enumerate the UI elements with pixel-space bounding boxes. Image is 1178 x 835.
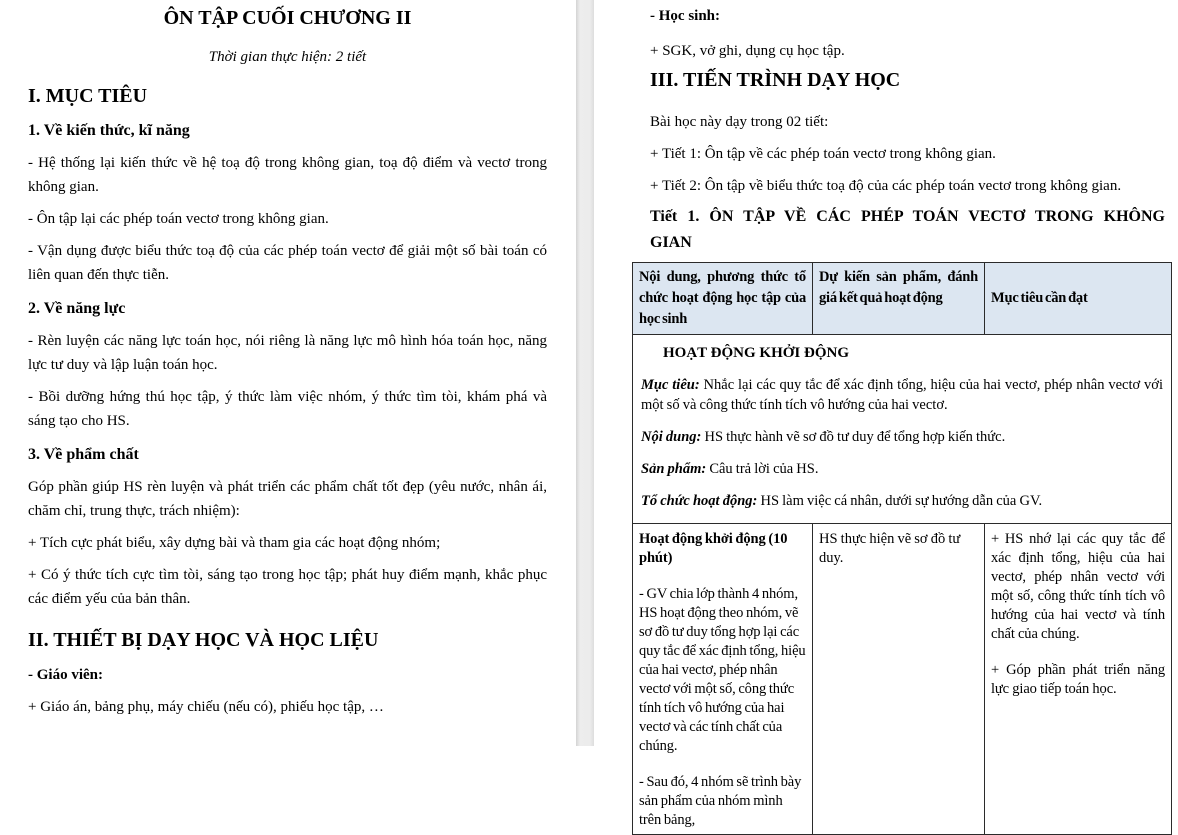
intro-item-to-chuc — [641, 491, 1163, 511]
paragraph: + Góp phần phát triển năng lực giao tiếp toán học. — [991, 662, 1165, 697]
activity-cell-noi-dung — [633, 524, 813, 835]
table-header-row — [633, 263, 1172, 335]
label-giao-vien: - Giáo viên: — [28, 667, 103, 683]
paragraph: + Có ý thức tích cực tìm tòi, sáng tạo trong học tập; phát huy điểm mạnh, khắc phục các điểm yếu của bản thân. — [28, 567, 547, 607]
activity-cell-muc-tieu — [985, 524, 1172, 835]
paragraph: - GV chia lớp thành 4 nhóm, HS hoạt động theo nhóm, vẽ sơ đồ tư duy tổng hợp lại các quy tắc để xác định tổng, hiệu của hai vectơ, phép nhân vectơ với một số, công thức tính tích vô hướng của hai vectơ và các tính chất của chúng. — [639, 586, 806, 754]
paragraph: + Giáo án, bảng phụ, máy chiếu (nếu có), phiếu học tập, … — [28, 699, 384, 715]
heading-muc-tieu: I. MỤC TIÊU — [28, 85, 148, 107]
intro-item-text: Câu trả lời của HS. — [706, 461, 819, 477]
paragraph: + Tiết 1: Ôn tập về các phép toán vectơ trong không gian. — [650, 146, 996, 162]
paragraph: Góp phần giúp HS rèn luyện và phát triển các phẩm chất tốt đẹp (yêu nước, nhân ái, chăm chỉ, trung thực, trách nhiệm): — [28, 479, 547, 519]
paragraph: - Sau đó, 4 nhóm sẽ trình bày sản phẩm của nhóm mình trên bảng, — [639, 774, 802, 828]
intro-item-label: Mục tiêu: — [641, 377, 700, 393]
intro-item-label: Sản phẩm: — [641, 461, 707, 477]
paragraph: - Bồi dưỡng hứng thú học tập, ý thức làm việc nhóm, ý thức tìm tòi, khám phá và sáng tạo cho HS. — [28, 389, 547, 429]
activity-cell-san-pham — [813, 524, 985, 835]
activity-name-heading: Hoạt động khởi động (10 phút) — [639, 531, 788, 566]
subheading-nang-luc: 2. Về năng lực — [28, 300, 126, 317]
left-page-content — [0, 0, 576, 719]
intro-item-label: Nội dung: — [641, 429, 702, 445]
header-cell-du-kien-san-pham: Dự kiến sản phẩm, đánh giá kết quả hoạt động — [813, 263, 985, 335]
activity-table — [632, 262, 1172, 835]
subheading-pham-chat: 3. Về phẩm chất — [28, 446, 139, 463]
intro-item-text: HS làm việc cá nhân, dưới sự hướng dẫn của GV. — [757, 493, 1043, 509]
paragraph: + Tiết 2: Ôn tập về biểu thức toạ độ của các phép toán vectơ trong không gian. — [650, 178, 1122, 194]
paragraph: HS thực hiện vẽ sơ đồ tư duy. — [819, 531, 961, 566]
intro-item-noi-dung — [641, 427, 1163, 447]
paragraph: - Vận dụng được biểu thức toạ độ của các phép toán vectơ để giải một số bài toán có liên quan đến thực tiễn. — [28, 243, 547, 283]
activity-detail-row — [633, 524, 1172, 835]
activity-intro-cell — [633, 335, 1172, 524]
intro-item-label: Tổ chức hoạt động: — [641, 493, 758, 509]
subheading-kien-thuc-ki-nang: 1. Về kiến thức, kĩ năng — [28, 122, 190, 139]
paragraph: - Hệ thống lại kiến thức về hệ toạ độ trong không gian, toạ độ điểm và vectơ trong không gian. — [28, 155, 547, 195]
intro-item-muc-tieu — [641, 375, 1163, 415]
heading-tiet-1-line2: GIAN — [650, 234, 692, 251]
header-cell-muc-tieu-can-dat: Mục tiêu cần đạt — [985, 263, 1172, 335]
label-hoc-sinh: - Học sinh: — [650, 8, 721, 24]
heading-tiet-1 — [650, 204, 1165, 256]
doc-subtitle: Thời gian thực hiện: 2 tiết — [208, 49, 367, 65]
document-page-left — [0, 0, 576, 746]
doc-title: ÔN TẬP CUỐI CHƯƠNG II — [163, 7, 412, 29]
paragraph: + SGK, vở ghi, dụng cụ học tập. — [650, 43, 845, 59]
paragraph: + HS nhớ lại các quy tắc để xác định tổng, hiệu của hai vectơ, phép nhân vectơ với một số, công thức tính tích vô hướng của hai vectơ và tính chất của chúng. — [991, 531, 1165, 642]
header-cell-noi-dung: Nội dung, phương thức tổ chức hoạt động học tập của học sinh — [633, 263, 813, 335]
activity-section-heading: HOẠT ĐỘNG KHỞI ĐỘNG — [663, 345, 849, 361]
intro-item-text: Nhắc lại các quy tắc để xác định tổng, hiệu của hai vectơ, phép nhân vectơ với một số và công thức tính tích vô hướng của hai vectơ. — [641, 377, 1163, 413]
page-gap-divider — [576, 0, 594, 746]
intro-item-text: HS thực hành vẽ sơ đồ tư duy để tổng hợp kiến thức. — [701, 429, 1006, 445]
right-page-content — [594, 0, 1178, 835]
paragraph: + Tích cực phát biểu, xây dựng bài và tham gia các hoạt động nhóm; — [28, 535, 441, 551]
document-page-right — [594, 0, 1178, 828]
heading-tiet-1-line1: Tiết 1. ÔN TẬP VỀ CÁC PHÉP TOÁN VECTƠ TRONG KHÔNG — [650, 208, 1165, 225]
heading-thiet-bi: II. THIẾT BỊ DẠY HỌC VÀ HỌC LIỆU — [28, 629, 379, 651]
paragraph: - Ôn tập lại các phép toán vectơ trong không gian. — [28, 211, 329, 227]
activity-intro-row — [633, 335, 1172, 524]
paragraph: Bài học này dạy trong 02 tiết: — [650, 114, 829, 130]
heading-tien-trinh: III. TIẾN TRÌNH DẠY HỌC — [650, 69, 901, 91]
paragraph: - Rèn luyện các năng lực toán học, nói riêng là năng lực mô hình hóa toán học, năng lực tư duy và lập luận toán học. — [28, 333, 547, 373]
intro-item-san-pham — [641, 459, 1163, 479]
